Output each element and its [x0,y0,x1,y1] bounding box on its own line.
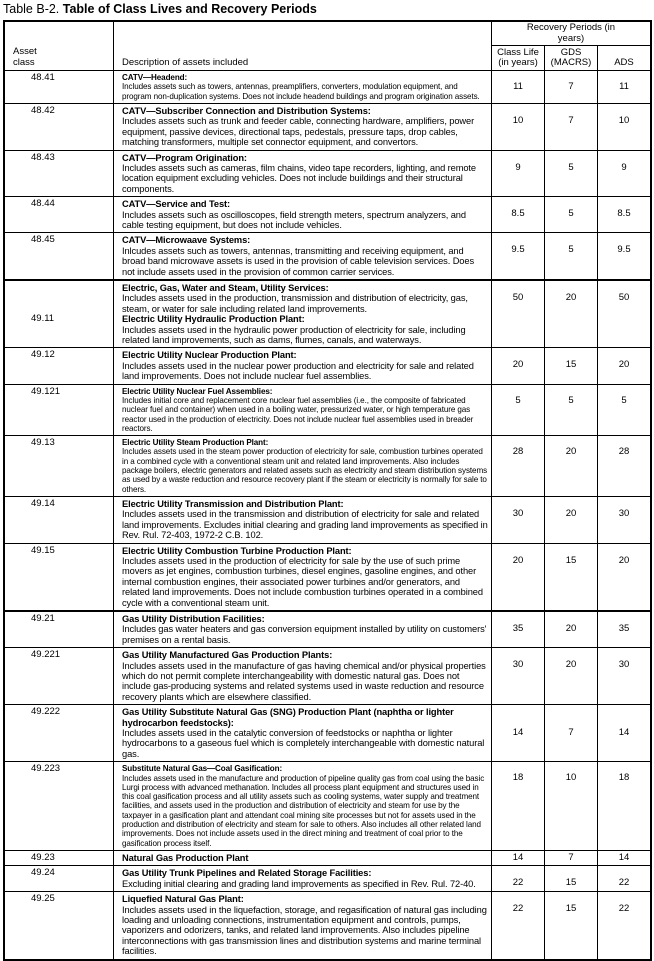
segment-heading: Gas Utility Manufactured Gas Production Plants: [122,650,333,661]
table-row [5,196,650,232]
table-row [5,761,650,850]
gds-value: 20 [545,497,598,543]
class-life-value: 14 [492,705,545,761]
asset-class-cell: 49.121 [5,385,114,435]
description-cell [114,544,492,610]
asset-class-cell: 48.45 [5,233,114,279]
asset-class-cell: 49.223 [5,762,114,850]
segment-text: Inlcudes assets such as towers, antennas, transmitting and receiving equipment, and broad band microwave assets is used in the provision of cable television services. Does not include assets used in the provision of common carrier services. [122,245,474,277]
table-body [5,70,650,959]
gds-value: 15 [545,348,598,383]
segment-heading: CATV—Microwaave Systems: [122,235,251,246]
segment-text: Includes assets such as trunk and feeder cable, connecting hardware, amplifiers, power equipment, passive devices, directional taps, pedestals, pressure taps, drop cables, matching transformers, multiple set connector equipment, and convertors. [122,116,475,148]
description-cell [114,233,492,279]
ads-value: 9.5 [617,244,631,256]
gds-value: 5 [545,233,598,279]
gds-value: 15 [545,892,598,958]
gds-value: 7 [545,104,598,150]
ads-value: 30 [618,659,630,671]
ads-value: 9 [621,161,627,173]
table-row [5,384,650,435]
asset-class-cell: 49.24 [5,866,114,891]
asset-class-cell: 49.222 [5,705,114,761]
segment-text: Includes assets such as oscilloscopes, field strength meters, spectrum analyzers, and cable testing equipment, but does not include vehicles. [122,209,466,230]
class-life-value: 50 [492,281,545,347]
table-row [5,150,650,197]
segment-heading: Gas Utility Trunk Pipelines and Related Storage Facilities: [122,868,372,879]
segment-text: Includes assets used in the production of electricity for sale by the use of such prime movers as jet engines, combustion turbines, diesel engines, gasoline engines, and other internal combustion engines, their associated power turbines and/or generators, and related land improvements. Does not include combustion turbines operated in a combined cycle with a conventional steam unit. [122,555,483,608]
description-cell [114,762,492,850]
asset-class-cell: 49.12 [5,348,114,383]
table-row [5,865,650,891]
table-title-main: Table of Class Lives and Recovery Periods [62,2,317,16]
ads-value: 28 [618,446,630,458]
segment-text: Includes assets such as cameras, film chains, video tape recorders, lighting, and remote location equipment excluding vehicles. Does not include buildings and their structural components. [122,162,476,194]
gds-value: 20 [545,612,598,647]
segment-heading: CATV—Subscriber Connection and Distribution Systems: [122,105,371,116]
description-cell [114,104,492,150]
table-row [5,70,650,103]
segment-text: Includes assets used in the hydraulic power production of electricity for sale, including related land improvements, such as dams, flumes, canals, and waterways. [122,324,466,346]
ads-value: 18 [618,772,630,784]
ads-value: 20 [618,359,630,371]
segment-text: Includes assets used in the steam power production of electricity for sale, combustion turbines operated in a combined cycle with a conventional steam unit and related land improvements. Also includes package boilers, electric generators and related assets such as electricity and steam distribution systems as used by a waste reduction and resource recovery plant if the steam or electricity is normally for sale to others. [122,447,488,494]
segment-heading: Electric Utility Nuclear Fuel Assemblies: [122,386,273,396]
asset-class-cell: 49.15 [5,544,114,610]
class-life-value: 22 [492,892,545,958]
description-cell [114,892,492,958]
class-life-value: 5 [492,385,545,435]
class-life-value: 14 [492,851,545,865]
class-lives-table [3,20,652,961]
description-cell [114,281,492,347]
segment-heading: Electric Utility Steam Production Plant: [122,438,269,448]
ads-value: 11 [619,81,629,92]
header-recovery-periods: Recovery Periods (in years) [492,22,650,46]
table-title-prefix: Table B-2. [3,2,60,16]
segment-text: Includes assets used in the liquefaction, storage, and regasification of natural gas including loading and unloading connections, instrumentation equipment and controls, pumps, vaporizers and odorizers, tanks, and related land improvements. Also includes pipeline interconnections with gas transmission lines and distribution systems and marine terminal facilities. [122,904,487,957]
header-subcolumns [492,46,650,70]
description-cell [114,497,492,543]
segment-heading: CATV—Service and Test: [122,199,231,210]
ads-value: 50 [618,291,630,303]
table-title [3,2,654,16]
class-life-value: 8.5 [492,197,545,232]
description-cell [114,436,492,496]
segment-text: Includes assets used in the nuclear power production and electricity for sale and related land improvements. Does not include nuclear fuel assemblies. [122,360,474,382]
class-life-value: 9.5 [492,233,545,279]
gds-value: 5 [545,385,598,435]
segment-heading: Electric Utility Transmission and Distribution Plant: [122,498,344,509]
segment-text: Includes assets such as towers, antennas, preamplifiers, converters, modulation equipment, and program non-duplication systems. Does not include headend buildings and program origination assets. [122,82,480,101]
asset-class-cell: 49.23 [5,851,114,865]
ads-value: 20 [618,554,630,566]
table-row [5,435,650,496]
segment-heading: Electric Utility Nuclear Production Plant: [122,350,297,361]
segment-heading: Electric Utility Combustion Turbine Production Plant: [122,545,352,556]
description-cell [114,866,492,891]
description-cell [114,348,492,383]
gds-value: 20 [545,436,598,496]
class-life-value: 28 [492,436,545,496]
asset-class-cell: 49.221 [5,648,114,704]
segment-text: Includes assets used in the catalytic conversion of feedstocks or naphtha or lighter hydrocarbons to a gaseous fuel which is completely interchangeable with domestic natural gas. [122,728,485,759]
description-cell [114,851,492,865]
asset-class-cell: 48.44 [5,197,114,232]
ads-value: 14 [618,851,630,863]
class-life-value: 9 [492,151,545,197]
description-cell [114,612,492,647]
gds-value: 10 [545,762,598,850]
gds-value: 7 [545,851,598,865]
segment-heading: CATV—Program Origination: [122,152,247,163]
header-class-life: Class Life (in years) [492,46,545,70]
segment-heading: Gas Utility Distribution Facilities: [122,613,265,624]
ads-value: 35 [618,622,630,634]
class-life-value: 18 [492,762,545,850]
table-row [5,704,650,761]
gds-value: 15 [545,866,598,891]
header-description: Description of assets included [114,22,492,70]
class-life-value: 20 [492,544,545,610]
class-life-value: 35 [492,612,545,647]
table-row [5,496,650,543]
table-row [5,543,650,610]
gds-value: 7 [545,705,598,761]
segment-text: Includes assets used in the production, transmission and distribution of electricity, gas, steam, or water for sale including related land improvements. [122,293,468,314]
ads-value: 8.5 [617,208,631,220]
segment-heading: Natural Gas Production Plant [122,852,249,863]
ads-value: 10 [618,114,630,126]
header-asset-class: Asset class [5,22,114,70]
ads-value: 22 [618,877,630,889]
description-cell [114,71,492,103]
table-row [5,647,650,704]
gds-value: 7 [545,71,598,103]
header-ads: ADS [614,56,634,68]
table-row [5,610,650,647]
gds-value: 5 [545,197,598,232]
segment-heading: Substitute Natural Gas—Coal Gasification: [122,764,283,774]
description-cell [114,197,492,232]
segment-text: Includes assets used in the transmission and distribution of electricity for sale and related land improvements. Excludes initial clearing and grading land improvements as specified in Rev. Rul. 72-403, 1972-2 C.B. 102. [122,509,488,541]
gds-value: 15 [545,544,598,610]
table-header [5,22,650,70]
ads-value: 30 [618,507,630,519]
segment-heading: Electric Utility Hydraulic Production Plant: [122,314,305,325]
description-cell [114,151,492,197]
asset-class-cell: 48.42 [5,104,114,150]
table-row [5,891,650,958]
class-life-value: 10 [492,104,545,150]
segment-heading: Gas Utility Substitute Natural Gas (SNG) Production Plant (naphtha or lighter hydrocarbon feedstocks): [122,707,454,728]
segment-heading: Electric, Gas, Water and Steam, Utility Services: [122,282,329,293]
segment-text: Includes initial core and replacement core nuclear fuel assemblies (i.e., the composite of fabricated nuclear fuel and container) when used in a boiling water, pressurized water, or high temperature gas reactor used in the production of electricity. Does not include nuclear fuel assemblies used in breader reactors. [122,395,474,433]
ads-value: 22 [618,903,630,915]
segment-text: Excluding initial clearing and grading land improvements as specified in Rev. Rul. 72-40. [122,878,476,889]
gds-value: 20 [545,648,598,704]
asset-class-cell: 48.41 [5,71,114,103]
asset-class-cell: 49.25 [5,892,114,958]
asset-class-cell: 49.14 [5,497,114,543]
asset-class-cell: 49.11 [5,281,114,347]
class-life-value: 30 [492,648,545,704]
asset-class-cell: 48.43 [5,151,114,197]
header-gds-macrs: GDS (MACRS) [545,46,598,70]
gds-value: 20 [545,281,598,347]
header-recovery-group [492,22,650,70]
table-row [5,279,650,347]
table-row [5,347,650,383]
segment-heading: Liquefied Natural Gas Plant: [122,894,244,905]
segment-heading: CATV—Headend: [122,73,188,82]
class-life-value: 20 [492,348,545,383]
class-life-value: 30 [492,497,545,543]
description-cell [114,705,492,761]
ads-value: 5 [621,394,627,406]
segment-text: Includes assets used in the manufacture of gas having chemical and/or physical properties which do not permit complete interchangeability with domestic natural gas. Does not include gas-producing systems and related systems used in waste reduction and resource recovery plants which are elsewhere classified. [122,660,486,702]
asset-class-cell: 49.21 [5,612,114,647]
class-life-value: 22 [492,866,545,891]
table-row [5,232,650,279]
description-cell [114,385,492,435]
gds-value: 5 [545,151,598,197]
description-cell [114,648,492,704]
segment-text: Includes gas water heaters and gas conversion equipment installed by utility on customers' premises on a rental basis. [122,624,487,645]
ads-value: 14 [618,727,630,739]
table-row [5,850,650,865]
asset-class-cell: 49.13 [5,436,114,496]
table-row [5,103,650,150]
segment-text: Includes assets used in the manufacture and production of pipeline quality gas from coal using the basic Lurgi process with advanced methanation. Includes all process plant equipment and structures used in this coal gasification process and all utility assets such as cooling systems, water supply and treatment facilities, and assets used in the production and distribution of electricity and steam for use by the taxpayer in a gasification plant and attendant coal mining site processes but not for assets used in the production and distribution of electricity and steam for sale to others. Also includes all other related land improvements. Does not include assets used in the direct mining and treatment of coal prior to the gasification process itself. [122,773,485,848]
class-life-value: 11 [492,71,545,103]
